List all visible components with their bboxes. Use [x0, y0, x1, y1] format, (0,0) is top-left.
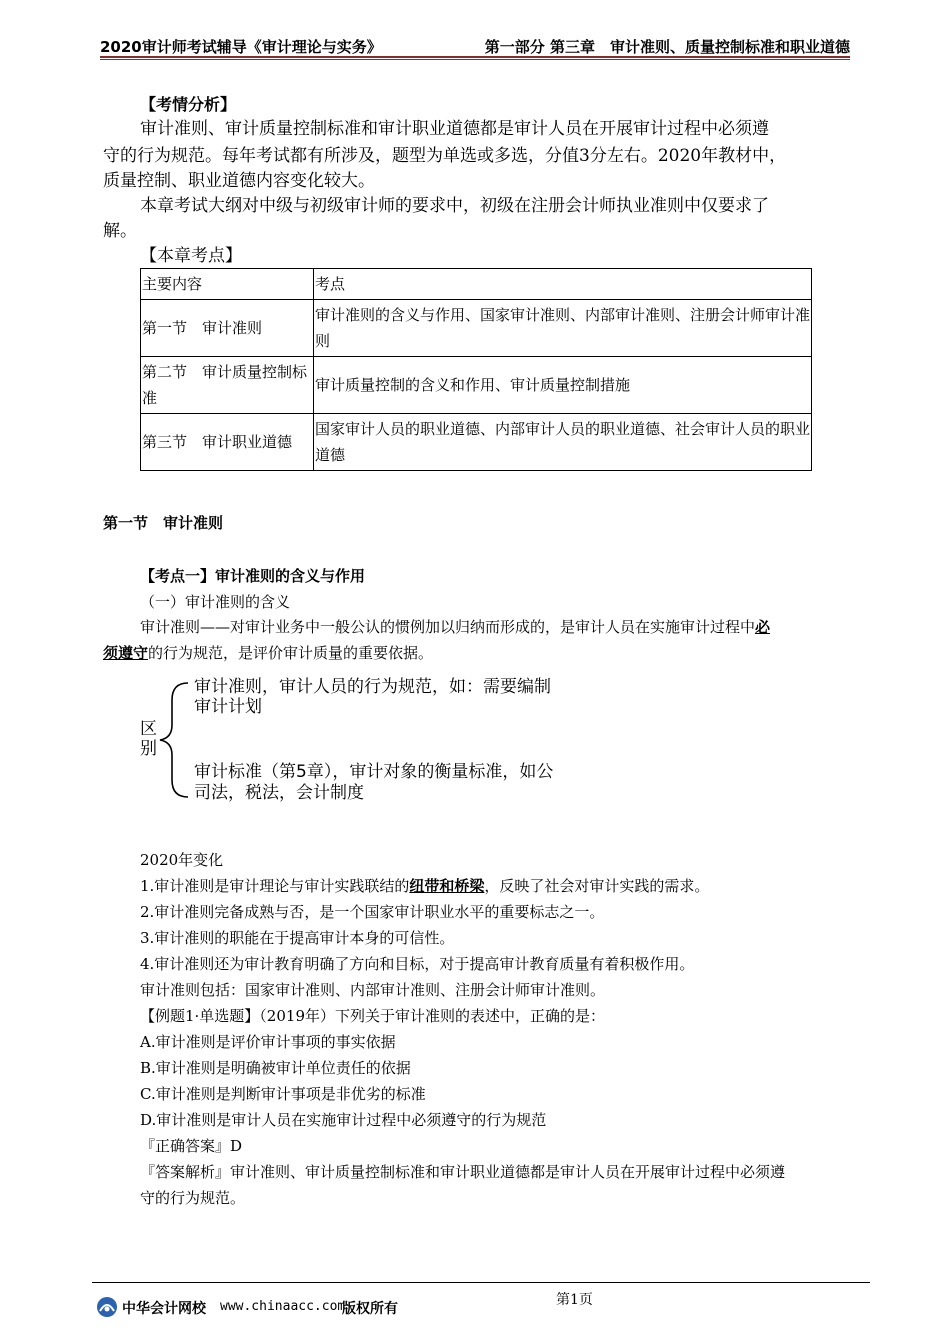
table-cell-content: 审计质量控制的含义和作用、审计质量控制措施	[314, 357, 812, 414]
changes-item2: 2.审计准则完备成熟与否，是一个国家审计职业水平的重要标志之一。	[140, 903, 605, 921]
definition-emphasis: 须遵守	[103, 644, 149, 662]
definition-line1	[140, 614, 770, 640]
key-points-table	[140, 268, 812, 471]
table-cell-section: 第三节 审计职业道德	[141, 414, 314, 471]
changes-item4: 4.审计准则还为审计教育明确了方向和目标，对于提高审计教育质量有着积极作用。	[140, 955, 695, 973]
diagram-item2-line1: 审计标准（第5章），审计对象的衡量标准，如公	[194, 762, 554, 782]
logo-text: 中华会计网校	[122, 1301, 206, 1317]
difference-diagram	[140, 670, 600, 810]
diagram-item2-line2: 司法，税法，会计制度	[194, 783, 364, 803]
table-cell-content: 审计准则的含义与作用、国家审计准则、内部审计准则、注册会计师审计准则	[314, 300, 812, 357]
analysis-para1-line2: 守的行为规范。每年考试都有所涉及，题型为单选或多选，分值3分左右。2020年教材中，	[103, 146, 787, 166]
definition-text: 的行为规范，是评价审计质量的重要依据。	[148, 644, 434, 662]
example-answer: 『正确答案』D	[140, 1137, 243, 1155]
changes-text: ，反映了社会对审计实践的需求。	[484, 877, 710, 895]
footer-site: www.chinaacc.com	[220, 1299, 346, 1314]
analysis-para2-line1: 本章考试大纲对中级与初级审计师的要求中，初级在注册会计师执业准则中仅要求了	[140, 196, 769, 216]
changes-emphasis: 纽带和桥梁	[409, 877, 485, 895]
logo-icon	[96, 1296, 118, 1318]
kp-title: 【考点一】审计准则的含义与作用	[140, 567, 366, 585]
example-option: D.审计准则是审计人员在实施审计过程中必须遵守的行为规范	[140, 1111, 547, 1129]
example-option: A.审计准则是评价审计事项的事实依据	[140, 1033, 396, 1051]
example-analysis-line1: 『答案解析』审计准则、审计质量控制标准和审计职业道德都是审计人员在开展审计过程中必须遵	[140, 1163, 786, 1181]
page-header	[100, 30, 850, 58]
brace-shape	[160, 683, 188, 797]
example-option: C.审计准则是判断审计事项是非优劣的标准	[140, 1085, 426, 1103]
header-chapter-title: 第一部分 第三章 审计准则、质量控制标准和职业道德	[484, 38, 850, 56]
sub-heading: （一）审计准则的含义	[140, 593, 291, 611]
header-book-title: 2020审计师考试辅导《审计理论与实务》	[100, 38, 382, 56]
analysis-para1-line3: 质量控制、职业道德内容变化较大。	[103, 171, 375, 191]
section-title: 第一节 审计准则	[103, 514, 224, 532]
diagram-label-bottom: 别	[140, 739, 157, 759]
changes-text: 1.审计准则是审计理论与审计实践联结的	[140, 877, 410, 895]
definition-line2	[103, 640, 433, 666]
header-divider	[100, 56, 850, 58]
diagram-item1-line2: 审计计划	[194, 697, 262, 717]
table-header-cell: 主要内容	[141, 269, 314, 300]
example-analysis-line2: 守的行为规范。	[140, 1189, 246, 1207]
footer-divider	[92, 1282, 870, 1283]
points-title: 【本章考点】	[140, 246, 242, 266]
page-number: 第1页	[556, 1292, 593, 1308]
table-cell-section: 第二节 审计质量控制标准	[141, 357, 314, 414]
diagram-item1-line1: 审计准则，审计人员的行为规范，如：需要编制	[194, 677, 551, 697]
analysis-para2-line2: 解。	[103, 221, 137, 241]
table-header-row	[141, 269, 812, 300]
definition-emphasis: 必	[755, 618, 771, 636]
analysis-para1-line1: 审计准则、审计质量控制标准和审计职业道德都是审计人员在开展审计过程中必须遵	[140, 119, 769, 139]
footer-rights: 版权所有	[342, 1301, 398, 1317]
table-cell-section: 第一节 审计准则	[141, 300, 314, 357]
example-option: B.审计准则是明确被审计单位责任的依据	[140, 1059, 411, 1077]
changes-item3: 3.审计准则的职能在于提高审计本身的可信性。	[140, 929, 455, 947]
diagram-label-top: 区	[140, 719, 157, 739]
table-row	[141, 357, 812, 414]
table-row	[141, 300, 812, 357]
analysis-title: 【考情分析】	[140, 95, 237, 114]
changes-item1	[140, 873, 709, 899]
definition-text: 审计准则——对审计业务中一般公认的惯例加以归纳而形成的，是审计人员在实施审计过程中	[140, 618, 756, 636]
header-divider-thin	[100, 59, 850, 60]
table-cell-content: 国家审计人员的职业道德、内部审计人员的职业道德、社会审计人员的职业道德	[314, 414, 812, 471]
table-row	[141, 414, 812, 471]
changes-includes: 审计准则包括：国家审计准则、内部审计准则、注册会计师审计准则。	[140, 981, 606, 999]
table-header-cell: 考点	[314, 269, 812, 300]
example-question: 【例题1·单选题】（2019年）下列关于审计准则的表述中，正确的是：	[140, 1007, 605, 1025]
changes-title: 2020年变化	[140, 851, 224, 869]
